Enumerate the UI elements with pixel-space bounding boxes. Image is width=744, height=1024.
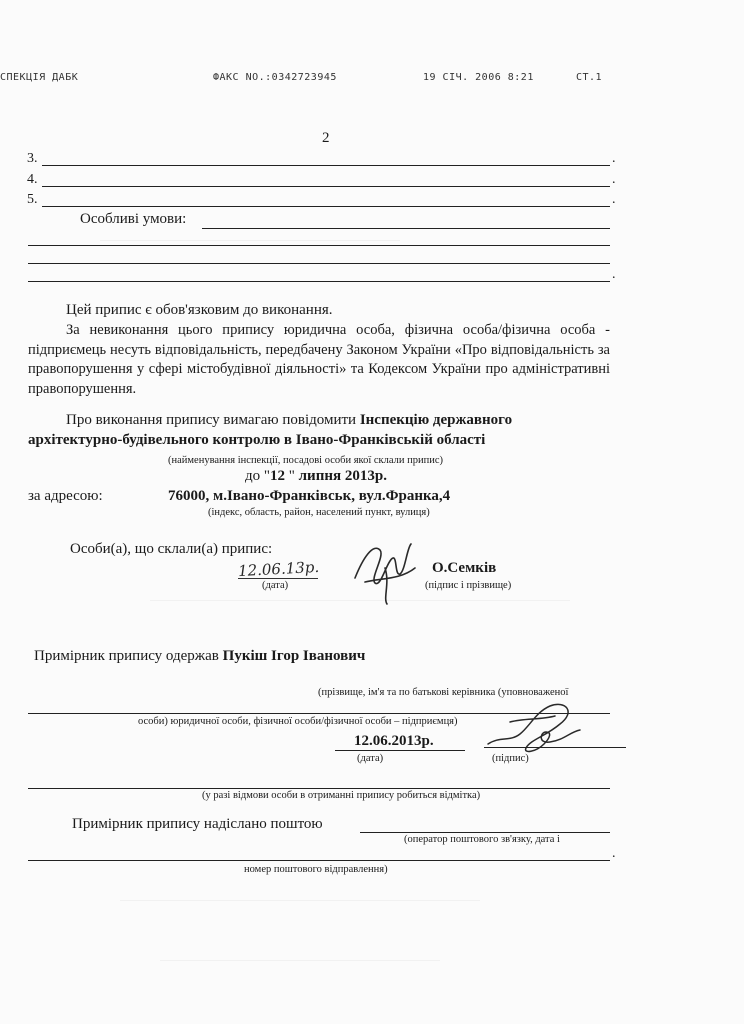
issuer-date-line <box>238 578 318 579</box>
address-value: 76000, м.Івано-Франківськ, вул.Франка,4 <box>168 488 451 504</box>
scan-artifact <box>160 960 440 961</box>
refusal-caption: (у разі відмови особи в отриманні припису робиться відмітка) <box>202 790 481 801</box>
item-number-4: 4. <box>27 172 38 187</box>
issuer-handwritten-date: 12.06.13р. <box>237 557 320 581</box>
fax-sender: СПЕКЦІЯ ДАБК <box>0 72 79 83</box>
address-label: за адресою: <box>28 488 103 504</box>
liability-paragraph: За невиконання цього припису юридична особа, фізична особа/фізична особа - підприємець несуть відповідальність, передбачену Законом України «Про відповідальність за правопорушення у сфері містобудівної діяльності» та Кодексом України про адміністративні правопорушення. <box>28 322 610 397</box>
authority-part-1: Інспекцію державного <box>359 412 513 428</box>
fax-datetime: 19 СІЧ. 2006 8:21 <box>423 72 534 83</box>
line-end-dot: . <box>612 192 616 207</box>
page-number: 2 <box>322 130 330 146</box>
authority-part-2: архітектурно-будівельного контролю в Івано-Франківській області <box>28 432 486 448</box>
issuer-label: Особи(а), що склали(а) припис: <box>70 541 273 557</box>
deadline-mid: " <box>285 468 299 484</box>
mail-caption-1: (оператор поштового зв'язку, дата і <box>404 834 560 845</box>
recipient-line <box>34 648 365 665</box>
mandatory-paragraph: Цей припис є обов'язковим до виконання. <box>66 302 333 318</box>
recipient-caption-2: особи) юридичної особи, фізичної особи/фізичної особи – підприємця) <box>138 716 458 727</box>
deadline-prefix: до " <box>245 468 271 484</box>
notify-line-1 <box>66 412 512 429</box>
mail-label: Примірник припису надіслано поштою <box>72 816 323 832</box>
recipient-date-line <box>335 750 465 751</box>
special-conditions-line-4 <box>28 281 610 282</box>
issuer-signature <box>345 538 425 606</box>
recipient-date: 12.06.2013р. <box>354 733 434 749</box>
scan-artifact <box>100 240 400 241</box>
authority-caption: (найменування інспекції, посадові особи якої склали припис) <box>168 455 444 466</box>
recipient-caption-1: (прізвище, ім'я та по батькові керівника (уповноваженої <box>318 687 569 698</box>
item-number-3: 3. <box>27 151 38 166</box>
recipient-date-caption: (дата) <box>357 753 384 764</box>
mail-operator-line <box>360 832 610 833</box>
issuer-date-caption: (дата) <box>262 580 289 591</box>
item-line-4 <box>42 186 610 187</box>
special-conditions-line-1 <box>202 228 610 229</box>
special-conditions-label: Особливі умови: <box>80 211 187 227</box>
scan-artifact <box>120 900 480 901</box>
recipient-signature <box>480 692 590 762</box>
item-line-5 <box>42 206 610 207</box>
notify-prefix: Про виконання припису вимагаю повідомити <box>66 412 357 428</box>
recipient-label: Примірник припису одержав <box>34 648 219 664</box>
refusal-line <box>28 788 610 789</box>
mail-number-line <box>28 860 610 861</box>
line-end-dot: . <box>612 172 616 187</box>
mail-caption-2: номер поштового відправлення) <box>244 864 388 875</box>
address-caption: (індекс, область, район, населений пункт, вулиця) <box>208 507 430 518</box>
line-end-dot: . <box>612 267 616 282</box>
fax-page: СТ.1 <box>576 72 603 83</box>
deadline <box>245 468 387 485</box>
special-conditions-line-2 <box>28 245 610 246</box>
special-conditions-line-3 <box>28 263 610 264</box>
issuer-name: О.Семків <box>432 560 497 576</box>
deadline-month-year: липня 2013р. <box>298 468 387 484</box>
line-end-dot: . <box>612 846 616 861</box>
line-end-dot: . <box>612 151 616 166</box>
deadline-day: 12 <box>270 468 286 484</box>
recipient-sign-line <box>484 747 626 748</box>
item-line-3 <box>42 165 610 166</box>
issuer-name-caption: (підпис і прізвище) <box>425 580 512 591</box>
recipient-sign-caption: (підпис) <box>492 753 529 764</box>
recipient-name: Пукіш Ігор Іванович <box>222 648 366 664</box>
scan-artifact <box>150 600 570 601</box>
item-number-5: 5. <box>27 192 38 207</box>
fax-number: ФАКС NO.:0342723945 <box>213 72 337 83</box>
